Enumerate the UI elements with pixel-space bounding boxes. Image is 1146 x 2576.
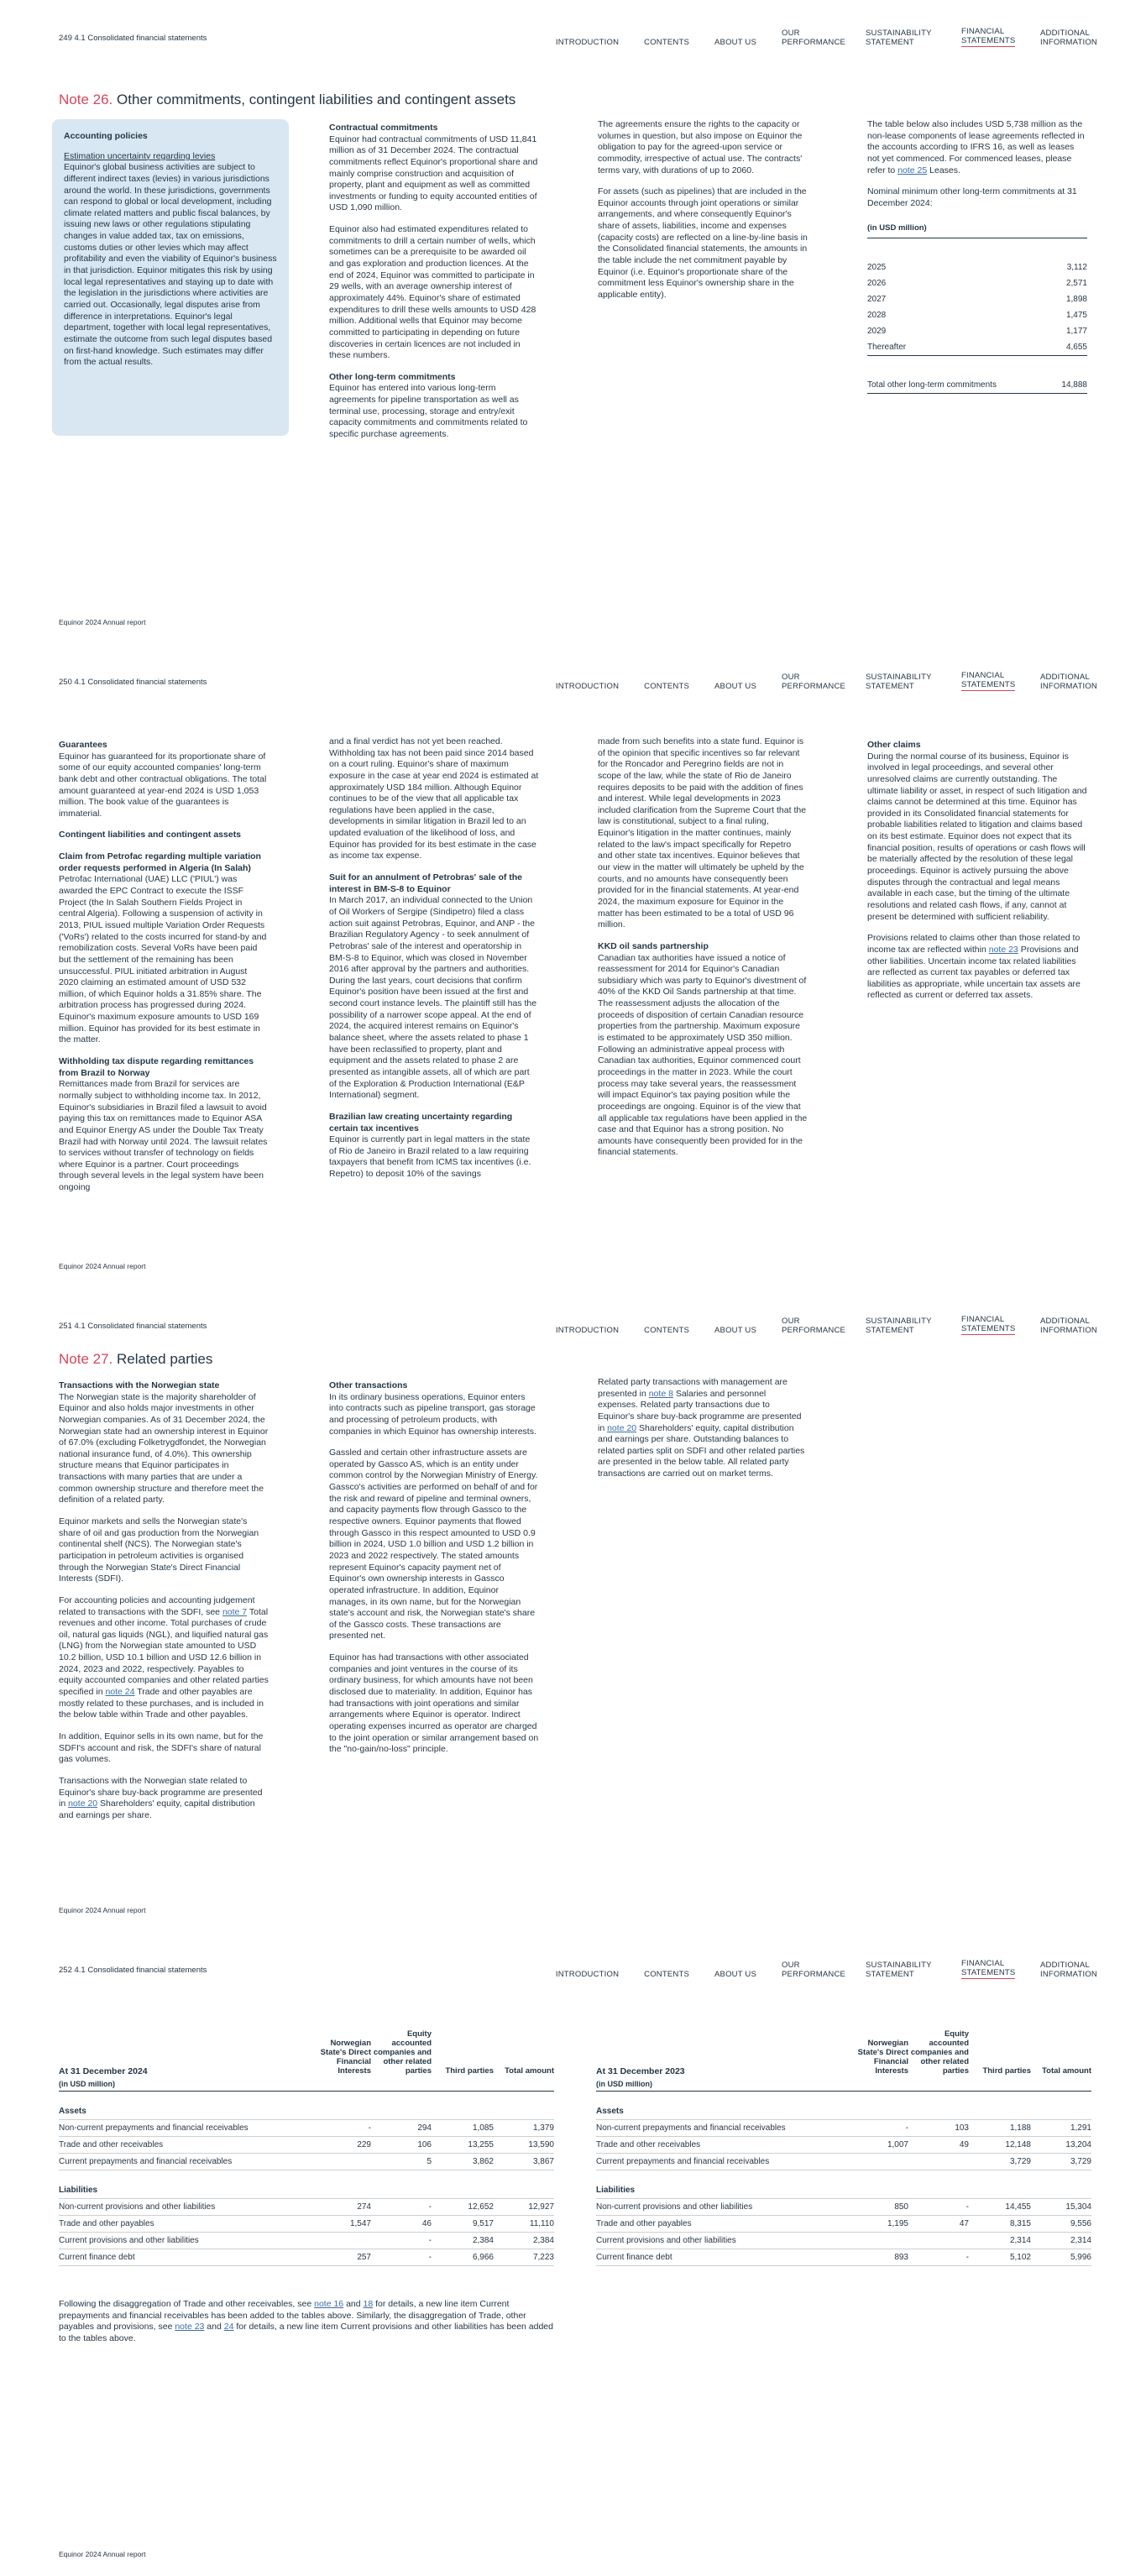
paragraph: Equinor markets and sells the Norwegian state's share of oil and gas production from the Norwegian continental shelf (NCS). The Norwegian state's participation in petroleum activities is organised through the Norwegian State's Direct Financial Interests (SDFI).	[59, 1516, 259, 1584]
table-row: Trade and other payables 1,547 46 9,517 11,110	[59, 2216, 554, 2233]
col-header-equity: Equity accounted companies and other related parties	[910, 2029, 969, 2076]
paragraph: During the normal course of its business, Equinor is involved in legal proceedings, and several other unresolved claims are currently outstanding. The ultimate liability or asset, in respect of such litigation and claims cannot be determined at this time. Equinor has provided in its Consolidated financial statements for probable liabilities related to litigation and claims based on its best estimate. Equinor does not expect that its financial position, results of operations or cash flows will be materially affected by the resolution of these legal proceedings. Equinor is actively pursuing the above disputes through the contractual and legal means available in each case, but the timing of the ultimate resolutions and related cash flows, if any, cannot at present be determined with sufficient reliability.	[867, 751, 1087, 922]
nav-sustainability-statement[interactable]: SUSTAINABILITY STATEMENT	[866, 1961, 932, 1979]
withholding-heading: Withholding tax dispute regarding remittances from Brazil to Norway	[59, 1056, 254, 1078]
petrobras-heading: Suit for an annulment of Petrobras' sale of the interest in BM-S-8 to Equinor	[329, 872, 523, 894]
paragraph: Equinor is currently part in legal matters in the state of Rio de Janeiro in Brazil related to a law requiring taxpayers that benefit from ICMS tax incentives (i.e. Repetro) to deposit 10% of the savings	[329, 1134, 531, 1180]
page-250	[0, 644, 1146, 1288]
nav-our-performance[interactable]: OUR PERFORMANCE	[782, 673, 846, 691]
nav-about-us[interactable]: ABOUT US	[714, 681, 756, 691]
table-row: 2026 2,571	[867, 279, 1087, 289]
norwegian-state-heading: Transactions with the Norwegian state	[59, 1380, 220, 1390]
note-number: Note 26.	[59, 92, 113, 107]
nav-additional-information[interactable]: ADDITIONAL INFORMATION	[1040, 1317, 1097, 1335]
top-nav	[531, 25, 1096, 47]
nav-financial-statements[interactable]: FINANCIAL STATEMENTS	[961, 1316, 1015, 1335]
note-link[interactable]: note 20	[607, 1422, 637, 1433]
page-footer: Equinor 2024 Annual report	[59, 2549, 146, 2558]
table-row: 2029 1,177	[867, 327, 1087, 337]
paragraph: and a final verdict has not yet been reached. Withholding tax has not been paid since 2014 based on a court ruling. Equinor's share of maximum exposure in the case at year end 2024 is estimated at approximately USD 184 million. Although Equinor continues to be of the view that all applicable tax regulations have been applied in the case, developments in similar litigation in Brazil led to an updated evaluation of the likelihood of loss, and Equinor has provided for its best estimate in the case as income tax expense.	[329, 736, 539, 861]
nav-our-performance[interactable]: OUR PERFORMANCE	[782, 1317, 846, 1335]
note-heading	[59, 1350, 212, 1369]
nav-contents[interactable]: CONTENTS	[644, 1325, 689, 1335]
table-row: Current provisions and other liabilities 2,314 2,314	[596, 2233, 1091, 2249]
nav-introduction[interactable]: INTRODUCTION	[555, 1969, 620, 1979]
liabilities-heading: Liabilities	[59, 2182, 554, 2199]
table-row: Thereafter 4,655	[867, 339, 1087, 355]
note-link[interactable]: 24	[223, 2322, 234, 2333]
col-header-total: Total amount	[1042, 2066, 1091, 2076]
paragraph: Petrofac International (UAE) LLC ('PIUL') was awarded the EPC Contract to execute the ISSF Project (the In Salah Southern Fields Project in central Algeria). Following a suspension of activity in 2013, PIUL issued multiple Variation Order Requests ('VoRs') related to the costs incurred for stand-by and remobilization costs. Several VoRs have been paid but the settlement of the remaining has been unsuccessful. PIUL initiated arbitration in August 2020 claiming an estimated amount of USD 532 million, of which Equinor holds a 31.85% share. The arbitration process has progressed during 2024. Equinor's maximum exposure amounts to USD 169 million. Equinor has provided for its best estimate in the matter.	[59, 874, 267, 1045]
page-section-title: 252 4.1 Consolidated financial statements	[59, 1966, 207, 1975]
column-3	[598, 1377, 808, 1490]
paragraph: The Norwegian state is the majority shareholder of Equinor and also holds major investments in other Norwegian companies. As of 31 December 2024, the Norwegian state had an ownership interest in Equinor of 67.0% (excluding Folketrygdfondet, the Norwegian national insurance fund, of 4.0%). This ownership structure means that Equinor participates in transactions with many parties that are under a common ownership structure and therefore meet the definition of a related party.	[59, 1391, 269, 1505]
other-commitments-heading: Other long-term commitments	[329, 371, 456, 382]
accounting-policies-box	[52, 119, 289, 436]
table-row: Non-current provisions and other liabilities 274 - 12,652 12,927	[59, 2199, 554, 2216]
box-subheading: Estimation uncertainty regarding levies	[64, 150, 216, 161]
col-header-third: Third parties	[445, 2066, 494, 2076]
nav-introduction[interactable]: INTRODUCTION	[555, 681, 620, 691]
page-footer: Equinor 2024 Annual report	[59, 617, 146, 626]
assets-heading: Assets	[596, 2103, 1091, 2120]
nav-additional-information[interactable]: ADDITIONAL INFORMATION	[1040, 29, 1097, 47]
nav-sustainability-statement[interactable]: SUSTAINABILITY STATEMENT	[866, 1317, 932, 1335]
other-transactions-heading: Other transactions	[329, 1380, 408, 1390]
column-2	[329, 119, 539, 451]
table-row: Current provisions and other liabilities - 2,384 2,384	[59, 2233, 554, 2249]
table-row: Non-current prepayments and financial receivables - 103 1,188 1,291	[596, 2120, 1091, 2137]
page-section-title: 249 4.1 Consolidated financial statements	[59, 34, 207, 43]
nav-contents[interactable]: CONTENTS	[644, 37, 689, 47]
page-header	[59, 669, 1096, 693]
table-row: Non-current provisions and other liabilities 850 - 14,455 15,304	[596, 2199, 1091, 2216]
table-row: Trade and other receivables 229 106 13,255 13,590	[59, 2137, 554, 2154]
nav-contents[interactable]: CONTENTS	[644, 681, 689, 691]
nav-financial-statements[interactable]: FINANCIAL STATEMENTS	[961, 1960, 1015, 1979]
table-footnote: Following the disaggregation of Trade and other receivables, see note 16 and 18 for details, a new line item Current prepayments and financial receivables has been added to the tables above. Similarly, the disaggregation of Trade, other payables and provisions, see note 23 and 24 for details, a new line item Current provisions and other liabilities has been added to the tables above.	[59, 2299, 553, 2343]
nav-financial-statements[interactable]: FINANCIAL STATEMENTS	[961, 672, 1015, 691]
column-4	[867, 736, 1087, 1012]
page-section-title: 251 4.1 Consolidated financial statements	[59, 1322, 207, 1331]
note-link[interactable]: note 24	[105, 1687, 135, 1698]
paragraph: In its ordinary business operations, Equinor enters into contracts such as pipeline transport, gas storage and processing of petroleum products, with companies in which Equinor has ownership interests.	[329, 1391, 536, 1437]
paragraph: In addition, Equinor sells in its own name, but for the SDFI's account and risk, the SDFI's share of natural gas volumes.	[59, 1730, 264, 1765]
top-nav	[531, 669, 1096, 691]
paragraph: Equinor had contractual commitments of USD 11,841 million as of 31 December 2024. The contractual commitments reflect Equinor's proportional share and mainly comprise construction and acquisition of property, plant and equipment as well as committed investments or funding to equity accounted entities of USD 1,090 million.	[329, 134, 538, 213]
note-heading	[59, 91, 515, 109]
table-row: Current prepayments and financial receivables 3,729 3,729	[596, 2154, 1091, 2170]
paragraph: Transactions with the Norwegian state related to Equinor's share buy-back programme are presented in note 20 Shareholders' equity, capital distribution and earnings per share.	[59, 1775, 263, 1820]
paragraph: Canadian tax authorities have issued a notice of reassessment for 2014 for Equinor's Canadian subsidiary which was party to Equinor's divestment of 40% of the KKD Oil Sands partnership at that time. The reassessment adjusts the allocation of the proceeds of disposition of certain Canadian resource properties from the partnership. Maximum exposure is estimated to be approximately USD 350 million. Following an administrative appeal process with Canadian tax authorities, Equinor commenced court proceedings in the matter in 2023. While the court process may take several years, the reassessment will impact Equinor's tax paying position while the proceedings are ongoing. Equinor is of the view that all applicable tax regulations have been applied in the case and that Equinor has a strong position. No amounts have consequently been provided for in the financial statements.	[598, 952, 808, 1158]
table-title: At 31 December 2024	[59, 2066, 148, 2076]
nav-sustainability-statement[interactable]: SUSTAINABILITY STATEMENT	[866, 29, 932, 47]
top-nav	[531, 1313, 1096, 1335]
table-title: At 31 December 2023	[596, 2066, 685, 2076]
nav-introduction[interactable]: INTRODUCTION	[555, 37, 620, 47]
table-unit: (in USD million)	[867, 219, 1087, 238]
paragraph: Related party transactions with management are presented in note 8 Salaries and personnel expenses. Related party transactions due to Equinor's share buy-back programme are presented in note 20 Shareholders' equity, capital distribution and earnings per share. Outstanding balances to related parties split on SDFI and other related parties are presented in the below table. All related party transactions are carried out on market terms.	[598, 1377, 805, 1479]
top-nav	[531, 1957, 1096, 1979]
nav-additional-information[interactable]: ADDITIONAL INFORMATION	[1040, 1961, 1097, 1979]
table-unit: (in USD million)	[596, 2078, 1091, 2092]
nav-our-performance[interactable]: OUR PERFORMANCE	[782, 29, 846, 47]
col-header-total: Total amount	[505, 2066, 554, 2076]
page-header	[59, 1313, 1096, 1337]
paragraph: Equinor has guaranteed for its proportionate share of some of our equity accounted companies' long-term bank debt and other contractual obligations. The total amount guaranteed at year-end 2024 is USD 1,053 million. The book value of the guarantees is immaterial.	[59, 751, 267, 819]
paragraph: Equinor also had estimated expenditures related to commitments to drill a certain number of wells, which sometimes can be a prerequisite to be awarded oil and gas exploration and production licences. At the end of 2024, Equinor was committed to participate in 29 wells, with an average ownership interest of approximately 44%. Equinor's share of estimated expenditures to drill these wells amounts to USD 428 million. Additional wells that Equinor may become committed to participating in depending on future discoveries in certain licences are not included in these numbers.	[329, 224, 536, 361]
table-row: Trade and other receivables 1,007 49 12,148 13,204	[596, 2137, 1091, 2154]
related-party-table-2024	[59, 2030, 554, 2266]
note-number: Note 27.	[59, 1351, 113, 1367]
col-header-equity: Equity accounted companies and other related parties	[373, 2029, 432, 2076]
column-2	[329, 736, 539, 1191]
nav-additional-information[interactable]: ADDITIONAL INFORMATION	[1040, 673, 1097, 691]
petrofac-heading: Claim from Petrofac regarding multiple variation order requests performed in Algeria (In Salah)	[59, 851, 261, 873]
nav-sustainability-statement[interactable]: SUSTAINABILITY STATEMENT	[866, 673, 932, 691]
contractual-commitments-heading: Contractual commitments	[329, 123, 438, 133]
page-header	[59, 1957, 1096, 1981]
paragraph: made from such benefits into a state fund. Equinor is of the opinion that specific incentives so far relevant for the Roncador and Peregrino fields are not in scope of the law, while the state of Rio de Janeiro requires deposits to be paid with the addition of fines and interest. While legal developments in 2023 included clarification from the Supreme Court that the law is constitutional, subject to a final ruling, Equinor's litigation in the matter continues, mainly related to the law's impact specifically for Repetro and other state tax incentives. Equinor believes that our view in the matter will ultimately be upheld by the courts, and no amounts have consequently been provided for in the financial statements. At year-end 2024, the maximum exposure for Equinor in the matter has been estimated to be a total of USD 96 million.	[598, 736, 807, 930]
related-party-table-2023	[596, 2030, 1091, 2266]
assets-heading: Assets	[59, 2103, 554, 2120]
paragraph: Nominal minimum other long-term commitments at 31 December 2024:	[867, 186, 1077, 208]
note-link[interactable]: note 25	[897, 165, 928, 175]
paragraph: The agreements ensure the rights to the capacity or volumes in question, but also impose on Equinor the obligation to pay for the agreed-upon service or commodity, irrespective of actual use. The contracts' terms vary, with durations of up to 2060.	[598, 119, 803, 175]
note-link[interactable]: note 20	[68, 1798, 98, 1809]
nav-contents[interactable]: CONTENTS	[644, 1969, 689, 1979]
page-header	[59, 25, 1096, 49]
table-row: Current prepayments and financial receivables 5 3,862 3,867	[59, 2154, 554, 2170]
guarantees-heading: Guarantees	[59, 740, 107, 750]
nav-about-us[interactable]: ABOUT US	[714, 37, 756, 47]
table-row: Current finance debt 893 - 5,102 5,996	[596, 2249, 1091, 2266]
table-row: 2027 1,898	[867, 295, 1087, 305]
box-text: Equinor's global business activities are subject to different indirect taxes (levies) in various jurisdictions around the world. In these jurisdictions, governments can respond to global or local development, including climate related matters and public fiscal balances, by issuing new laws or other regulations stipulating changes in value added tax, tax on emissions, customs duties or other levies which may affect profitability and even the viability of Equinor's business in that jurisdiction. Equinor mitigates this risk by using local legal representatives and staying up to date with the legislation in the jurisdictions where activities are carried out. Occasionally, legal disputes arise from difference in interpretations. Equinor's legal department, together with local legal representatives, estimate the outcome from such legal disputes based on first-hand knowledge. Such estimates may differ from the actual results.	[64, 162, 277, 368]
page-footer: Equinor 2024 Annual report	[59, 1905, 146, 1914]
paragraph: For assets (such as pipelines) that are included in the Equinor accounts through joint operations or similar arrangements, and where consequently Equinor's share of assets, liabilities, income and expenses (capacity costs) are reflected on a line-by-line basis in the Consolidated financial statements, the amounts in the table include the net commitment payable by Equinor (i.e. Equinor's proportionate share of the commitment less Equinor's ownership share in the applicable entity).	[598, 186, 808, 300]
box-heading: Accounting policies	[64, 131, 148, 141]
table-row: Current finance debt 257 - 6,966 7,223	[59, 2249, 554, 2266]
note-link[interactable]: note 16	[314, 2299, 344, 2309]
paragraph: For accounting policies and accounting judgement related to transactions with the SDFI, see note 7 Total revenues and other income. Total purchases of crude oil, natural gas liquids (NGL), and liquified natural gas (LNG) from the Norwegian state amounted to USD 10.2 billion, USD 10.1 billion and USD 12.6 billion in 2024, 2023 and 2022, respectively. Payables to equity accounted companies and other related parties specified in note 24 Trade and other payables are mostly related to these purchases, and is included in the below table within Trade and other payables.	[59, 1594, 269, 1720]
note-link[interactable]: note 7	[222, 1606, 248, 1617]
brazil-law-heading: Brazilian law creating uncertainty regarding certain tax incentives	[329, 1111, 513, 1134]
note-link[interactable]: note 8	[648, 1388, 673, 1399]
nav-about-us[interactable]: ABOUT US	[714, 1969, 756, 1979]
column-4	[867, 119, 1087, 394]
table-row: 2028 1,475	[867, 311, 1087, 321]
paragraph: In March 2017, an individual connected to the Union of Oil Workers of Sergipe (Sindipetro) filed a class action suit against Petrobras, Equinor, and ANP - the Brazilian Regulatory Agency - to seek annulment of Petrobras' sale of the interest and operatorship in BM-S-8 to Equinor, which was closed in November 2016 after approval by the partners and authorities. During the last years, court decisions that confirm Equinor's position have been issued at the first and second court instance levels. The plaintiff still has the possibility of a narrower scope appeal. At the end of 2024, the acquired interest remains on Equinor's balance sheet, where the assets related to phase 1 have been reclassified to property, plant and equipment and the assets related to phase 2 are presented as intangible assets, all of which are part of the Exploration & Production International (E&P International) segment.	[329, 895, 537, 1101]
liabilities-heading: Liabilities	[596, 2182, 1091, 2199]
paragraph: Remittances made from Brazil for services are normally subject to withholding income tax. In 2012, Equinor's subsidiaries in Brazil filed a lawsuit to avoid paying this tax on remittances made to Equinor ASA and Equinor Energy AS under the Double Tax Treaty Brazil had with Norway until 2024. The lawsuit relates to services without transfer of technology on fields where Equinor is a partner. Court proceedings through several levels in the legal system have been ongoing	[59, 1079, 268, 1193]
page-251	[0, 1288, 1146, 1932]
kkd-heading: KKD oil sands partnership	[598, 940, 709, 951]
paragraph: The table below also includes USD 5,738 million as the non-lease components of lease agreements reflected in the accounts according to IFRS 16, as well as leases not yet commenced. For commenced leases, please refer to note 25 Leases.	[867, 119, 1085, 175]
paragraph: Equinor has had transactions with other associated companies and joint ventures in the course of its ordinary business, for which amounts have not been disclosed due to materiality. In addition, Equinor has had transactions with joint operations and similar arrangements where Equinor is operator. Indirect operating expenses incurred as operator are charged to the joint operation or similar arrangement based on the "no-gain/no-loss" principle.	[329, 1652, 539, 1755]
column-1	[59, 736, 269, 1204]
commitments-table	[867, 219, 1087, 394]
column-2	[329, 1377, 539, 1766]
table-unit: (in USD million)	[59, 2078, 554, 2092]
page-footer: Equinor 2024 Annual report	[59, 1261, 146, 1270]
column-1	[59, 1377, 269, 1831]
contingent-heading: Contingent liabilities and contingent assets	[59, 830, 242, 840]
paragraph: Provisions related to claims other than those related to income tax are reflected within note 23 Provisions and other liabilities. Uncertain income tax related liabilities are reflected as current tax payables or deferred tax liabilities as appropriate, while uncertain tax assets are reflected as current or deferred tax assets.	[867, 933, 1081, 1001]
nav-about-us[interactable]: ABOUT US	[714, 1325, 756, 1335]
table-row: Trade and other payables 1,195 47 8,315 9,556	[596, 2216, 1091, 2233]
col-header-sdfi: Norwegian State's Direct Financial Interests	[320, 2038, 371, 2076]
table-row: Non-current prepayments and financial receivables - 294 1,085 1,379	[59, 2120, 554, 2137]
note-link[interactable]: 18	[363, 2299, 374, 2309]
column-3	[598, 119, 808, 312]
page-249	[0, 0, 1146, 644]
nav-our-performance[interactable]: OUR PERFORMANCE	[782, 1961, 846, 1979]
table-row: 2025 3,112	[867, 263, 1087, 273]
note-title-text: Other commitments, contingent liabilities and contingent assets	[117, 92, 516, 107]
col-header-sdfi: Norwegian State's Direct Financial Interests	[857, 2038, 908, 2076]
other-claims-heading: Other claims	[867, 740, 921, 750]
nav-introduction[interactable]: INTRODUCTION	[555, 1325, 620, 1335]
column-3	[598, 736, 808, 1169]
paragraph: Gassled and certain other infrastructure assets are operated by Gassco AS, which is an entity under common control by the Norwegian Ministry of Energy. Gassco's activities are performed on behalf of and for the risk and reward of pipeline and terminal owners, and capacity payments flow through Gassco to the respective owners. Equinor payments that flowed through Gassco in this respect amounted to USD 0.9 billion in 2024, USD 1.0 billion and USD 1.2 billion in 2023 and 2022 respectively. The stated amounts represent Equinor's capacity payment net of Equinor's own ownership interests in Gassco operated infrastructure. In addition, Equinor manages, in its own name, but for the Norwegian state's account and risk, the Norwegian state's share of the Gassco costs. These transactions are presented net.	[329, 1448, 538, 1641]
paragraph: Equinor has entered into various long-term agreements for pipeline transportation as well as terminal use, processing, storage and entry/exit capacity commitments and commitments related to specific purchase agreements.	[329, 383, 528, 440]
page-section-title: 250 4.1 Consolidated financial statements	[59, 678, 207, 687]
note-link[interactable]: note 23	[988, 944, 1018, 955]
note-link[interactable]: note 23	[175, 2322, 205, 2333]
col-header-third: Third parties	[982, 2066, 1031, 2076]
table-total-row: Total other long-term commitments 14,888	[867, 377, 1087, 393]
nav-financial-statements[interactable]: FINANCIAL STATEMENTS	[961, 28, 1015, 47]
note-title-text: Related parties	[117, 1351, 213, 1367]
